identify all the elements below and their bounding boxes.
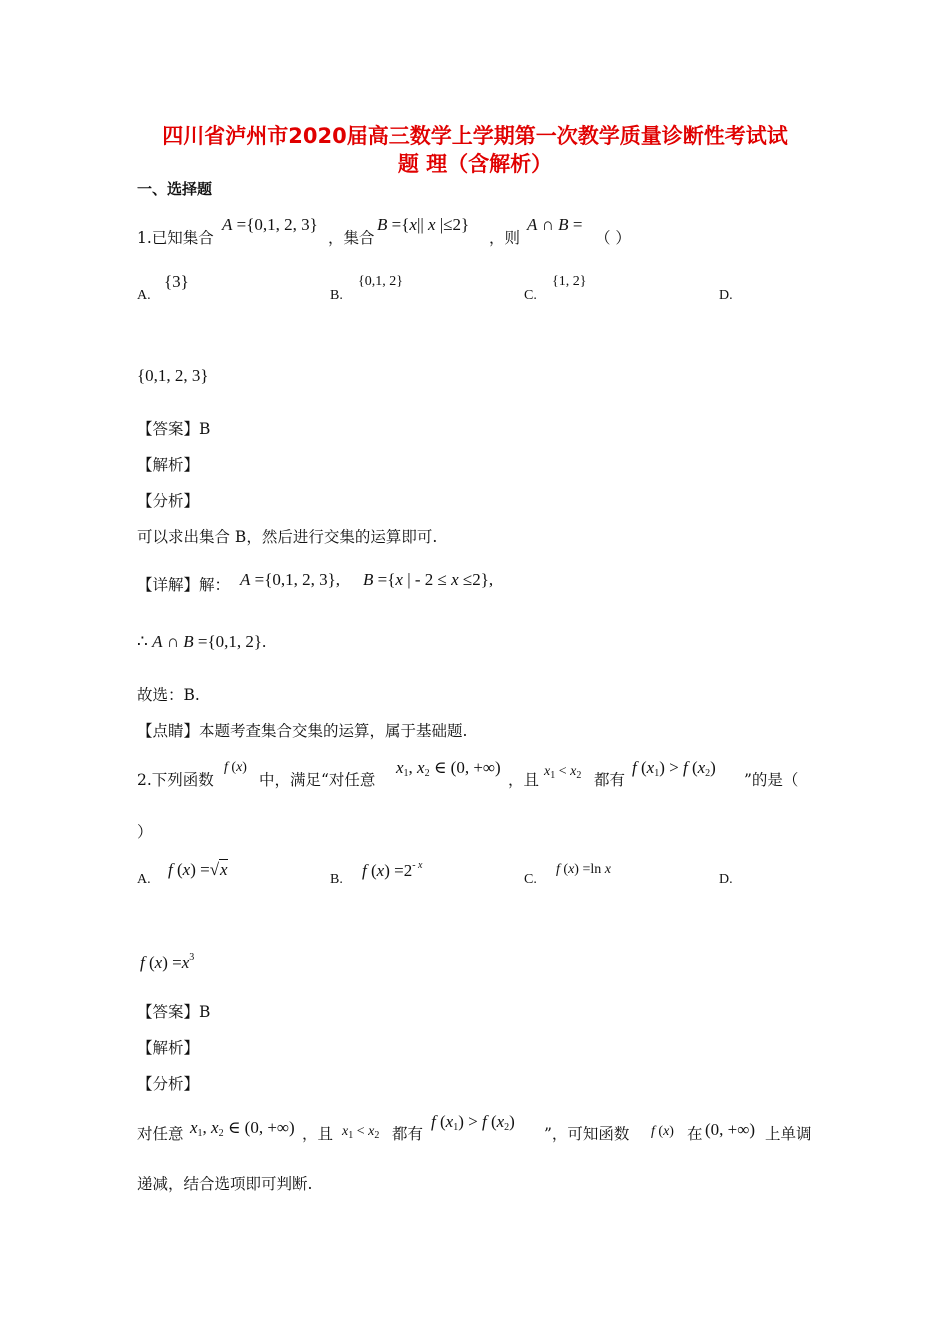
q1-option-c-label: C. <box>524 288 537 303</box>
q2-mid3: 都有 <box>594 771 626 789</box>
q1-prefix: 1.已知集合 <box>137 229 214 247</box>
q1-expr: A ∩ B = <box>527 215 583 234</box>
q1-option-d: {0,1, 2, 3} <box>137 366 209 385</box>
q1-jiexi: 【解析】 <box>137 456 200 474</box>
q2-option-a: f (x) =√x <box>168 860 228 879</box>
q2-analysis-end: 上单调 <box>765 1125 812 1143</box>
q1-set-a: A ={0,1, 2, 3} <box>222 215 318 234</box>
q1-option-a-label: A. <box>137 288 151 303</box>
q1-comment: 【点睛】本题考查集合交集的运算，属于基础题. <box>137 722 468 740</box>
q2-analysis-in: 在 <box>687 1125 703 1143</box>
q2-jiexi: 【解析】 <box>137 1039 200 1057</box>
q2-analysis-interval: (0, +∞) <box>705 1120 756 1139</box>
q2-analysis-pre: 对任意 <box>137 1125 184 1143</box>
q2-option-a-label: A. <box>137 872 151 887</box>
q2-analysis-mid: ，且 <box>302 1125 334 1143</box>
q2-analysis-tail: ”，可知函数 <box>544 1125 630 1143</box>
q1-choose: 故选：B. <box>137 686 200 704</box>
q1-fenxi: 【分析】 <box>137 492 200 510</box>
q1-option-b: {0,1, 2} <box>358 274 403 289</box>
q2-analysis-cond2: $x_1 < x_2$ <box>342 1124 380 1141</box>
doc-title-line2: 题 理（含解析） <box>397 152 553 176</box>
q1-mid2: ，则 <box>489 229 521 247</box>
q2-analysis-cond3: f $(x_1) > f$ $(x_2)$ <box>431 1112 515 1133</box>
q2-analysis-cond1: $x_1$, $x_2$ ∈ (0, +∞) <box>190 1118 295 1139</box>
q1-detail-a: A ={0,1, 2, 3}, <box>240 570 341 589</box>
q2-option-d: f $(x) =x^3$ <box>140 952 195 972</box>
q2-mid2: ，且 <box>508 771 540 789</box>
q2-answer: 【答案】B <box>137 1003 211 1021</box>
q2-analysis-line2: 递减，结合选项即可判断. <box>137 1175 313 1193</box>
q2-tail: ”的是（ <box>744 771 799 789</box>
doc-title-line1: 四川省泸州市2020届高三数学上学期第一次教学质量诊断性考试试 <box>162 124 788 148</box>
q2-option-c: f (x) =ln x <box>556 862 611 877</box>
q1-option-a: {3} <box>164 272 189 291</box>
q2-option-b-label: B. <box>330 872 343 887</box>
q2-fenxi: 【分析】 <box>137 1075 200 1093</box>
q1-answer: 【答案】B <box>137 420 211 438</box>
q1-option-d-label: D. <box>719 288 733 303</box>
q1-analysis: 可以求出集合 B，然后进行交集的运算即可. <box>137 528 438 546</box>
q2-cond2: $x_1 < x_2$ <box>544 764 582 781</box>
q2-prefix: 2.下列函数 <box>137 771 214 789</box>
q2-cond3: f $(x_1) > f$ $(x_2)$ <box>632 758 716 779</box>
q1-paren: （ ） <box>595 229 631 247</box>
q2-option-d-label: D. <box>719 872 733 887</box>
q2-cond1: $x_1$, $x_2$ ∈ (0, +∞) <box>396 758 501 779</box>
q1-option-b-label: B. <box>330 288 343 303</box>
q1-detail-label: 【详解】解： <box>137 576 231 594</box>
q2-mid1: 中，满足“对任意 <box>259 771 376 789</box>
q2-fx: f (x) <box>224 760 247 775</box>
q1-option-c: {1, 2} <box>552 274 587 289</box>
q2-analysis-fx: f (x) <box>651 1124 674 1139</box>
q2-option-b: f $(x) =2^{- x}$ <box>362 860 423 880</box>
q2-close: ） <box>137 823 153 841</box>
q1-set-b: B ={x|| x |≤2} <box>377 215 470 234</box>
q1-mid1: ，集合 <box>328 229 375 247</box>
q1-therefore: ∴ A ∩ B ={0,1, 2}. <box>137 632 267 651</box>
q2-option-c-label: C. <box>524 872 537 887</box>
q2-analysis-mid2: 都有 <box>392 1125 424 1143</box>
q1-detail-b: B ={x | - 2 ≤ x ≤2}, <box>363 570 494 589</box>
section-heading: 一、选择题 <box>137 180 213 198</box>
